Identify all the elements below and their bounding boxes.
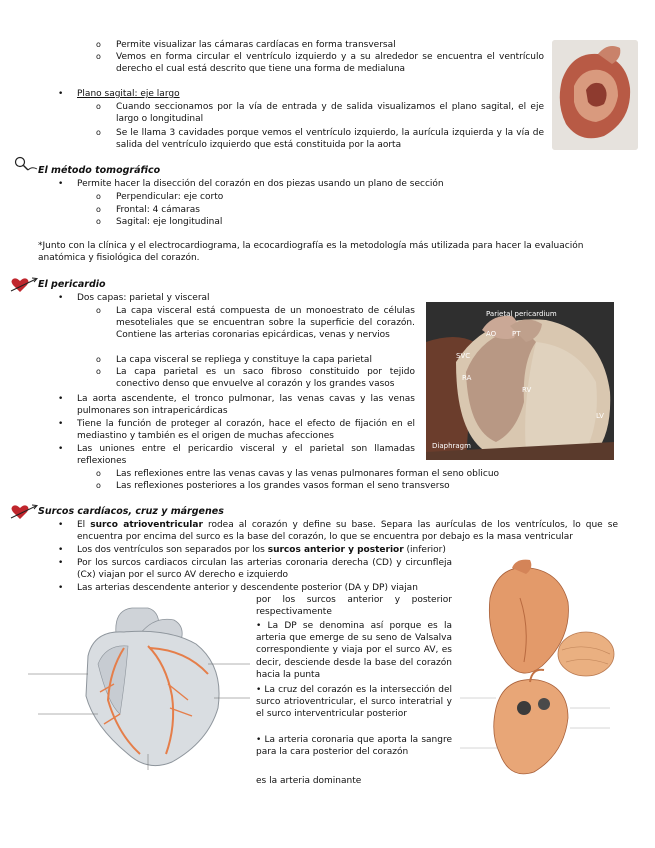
bullet-text: Las reflexiones posteriores a los grandes vasos forman el seno transverso [116, 481, 450, 491]
bullet-marker: • [58, 419, 64, 429]
bullet-text: Por los surcos cardiacos circulan las arterias coronaria derecha (CD) y circunfleja (Cx) viajan por el surco AV derecho e izquierdo [77, 558, 452, 581]
bullet-text: La capa visceral está compuesta de un monoestrato de células mesoteliales que se encuentran sobre la superficie del corazón. Contiene las arterias coronarias epicárdicas, venas y nervios [116, 306, 415, 341]
label-parietal-pericardium: Parietal pericardium [486, 310, 557, 318]
pericardium-photo [426, 302, 614, 460]
bullet-text: La aorta ascendente, el tronco pulmonar, las venas cavas y las venas pulmonares son intrapericárdicas [77, 394, 415, 417]
magnifier-icon [14, 156, 38, 172]
plane-item: Frontal: 4 cámaras [116, 205, 200, 215]
bullet-marker: o [96, 52, 101, 61]
bullet-marker: o [96, 367, 101, 376]
paragraph-crux: • La cruz del corazón es la intersección del surco atrioventricular, el surco interatrial y el surco interventricular posterior [256, 685, 452, 720]
label-svc: SVC [456, 352, 471, 360]
bullet-marker: • [58, 583, 64, 593]
label-ra: RA [462, 374, 472, 382]
paragraph-dp: • La DP se denomina así porque es la arteria que emerge de su seno de Valsalva correspondiente y viaja por el surco AV, es decir, desciende desde la base del corazón hacia la punta [256, 621, 452, 680]
bullet-marker: • [58, 558, 64, 568]
bullet-text: Las uniones entre el pericardio visceral y el parietal son llamadas reflexiones [77, 444, 415, 467]
coronary-diagram [28, 604, 250, 774]
bullet-text: Dos capas: parietal y visceral [77, 293, 210, 303]
bullet-marker: • [58, 179, 64, 189]
section-title-pericardium: El pericardio [38, 279, 106, 290]
bullet-marker: • [58, 444, 64, 454]
bullet-marker: o [96, 469, 101, 478]
bullet-marker: • [58, 89, 64, 99]
bullet-marker: o [96, 205, 101, 214]
bullet-text: Permite hacer la disección del corazón en dos piezas usando un plano de sección [77, 179, 444, 189]
bullet-marker: • [58, 293, 64, 303]
paragraph-posterior: • La arteria coronaria que aporta la sangre para la cara posterior del corazón [256, 735, 452, 758]
bullet-text: El surco atrioventricular rodea al corazón y define su base. Separa las aurículas de los ventrículos, lo que se encuentra por encima del surco es la base del corazón, lo que se encuentra por debajo es la masa ventricular [77, 520, 618, 543]
bullet-text: Las arterias descendente anterior y descendente posterior (DA y DP) viajan [77, 583, 418, 593]
label-pt: PT [512, 330, 521, 338]
heart-section-photo [552, 40, 638, 150]
bullet-text: Los dos ventrículos son separados por los surcos anterior y posterior (inferior) [77, 545, 446, 555]
plane-item: Sagital: eje longitudinal [116, 217, 223, 227]
sagittal-heading: Plano sagital: eje largo [77, 89, 180, 99]
bullet-text: Vemos en forma circular el ventrículo izquierdo y a su alrededor se encuentra el ventrículo derecho el cual está descrito que tiene una forma de medialuna [116, 52, 544, 75]
heart-arrow-icon [10, 503, 38, 521]
bullet-text: Cuando seccionamos por la vía de entrada y de salida visualizamos el plano sagital, el eje largo o longitudinal [116, 102, 544, 125]
bullet-marker: o [96, 306, 101, 315]
bullet-text: por los surcos anterior y posterior respectivamente [256, 595, 452, 618]
bullet-text: Se le llama 3 cavidades porque vemos el ventrículo izquierdo, la aurícula izquierda y la vía de salida del ventrículo izquierdo que está constituida por la aorta [116, 128, 544, 151]
label-diaphragm: Diaphragm [432, 442, 471, 450]
bullet-marker: o [96, 102, 101, 111]
bullet-text: La capa parietal es un saco fibroso constituido por tejido conectivo denso que envuelve al corazón y los grandes vasos [116, 367, 415, 390]
bullet-marker: o [96, 217, 101, 226]
heart-arrow-icon [10, 276, 38, 294]
echo-note: *Junto con la clínica y el electrocardiograma, la ecocardiografía es la metodología más utilizada para hacer la evaluación anatómica y fisiológica del corazón. [38, 241, 584, 264]
label-lv: LV [596, 412, 604, 420]
bullet-text: La capa visceral se repliega y constituye la capa parietal [116, 355, 372, 365]
bullet-marker: • [58, 394, 64, 404]
bullet-text: Las reflexiones entre las venas cavas y las venas pulmonares forman el seno oblicuo [116, 469, 500, 479]
label-rv: RV [522, 386, 532, 394]
heart-plates-figure [460, 558, 620, 794]
bullet-marker: o [96, 40, 101, 49]
bullet-text: Tiene la función de proteger al corazón, hace el efecto de fijación en el mediastino y también es el origen de muchas afecciones [77, 419, 415, 442]
bullet-marker: • [58, 545, 64, 555]
section-title-sulci: Surcos cardíacos, cruz y márgenes [38, 506, 224, 517]
section-title-tomographic: El método tomográfico [38, 165, 161, 176]
bullet-marker: o [96, 128, 101, 137]
paragraph-dominant: es la arteria dominante [256, 776, 362, 786]
plane-item: Perpendicular: eje corto [116, 192, 224, 202]
bullet-marker: o [96, 355, 101, 364]
label-ao: AO [486, 330, 497, 338]
bullet-text: Permite visualizar las cámaras cardíacas en forma transversal [116, 40, 396, 50]
bullet-marker: • [58, 520, 64, 530]
bullet-marker: o [96, 192, 101, 201]
bullet-marker: o [96, 481, 101, 490]
